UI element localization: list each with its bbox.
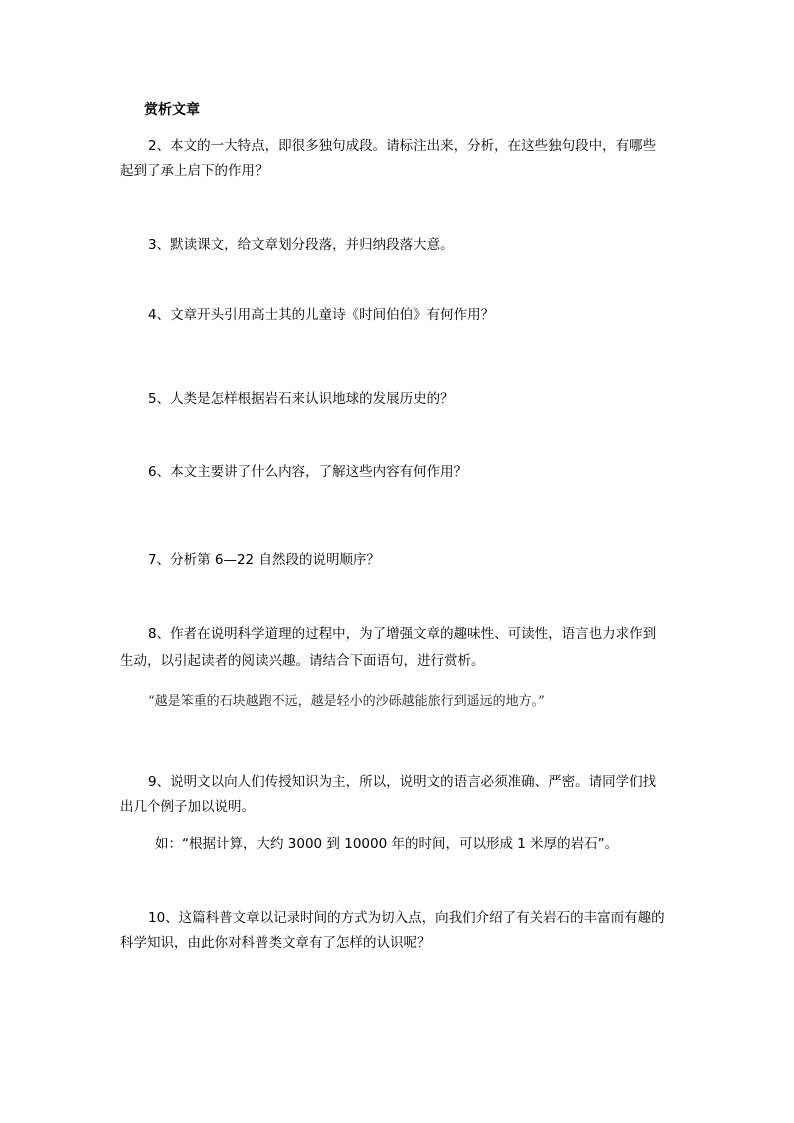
- question-10-line-1: 10、这篇科普文章以记录时间的方式为切入点，向我们介绍了有关岩石的丰富而有趣的: [148, 910, 665, 926]
- question-9-line-1: 9、说明文以向人们传授知识为主，所以，说明文的语言必须准确、严密。请同学们找: [148, 774, 657, 790]
- question-2-line-2: 起到了承上启下的作用？: [120, 163, 269, 179]
- question-9-line-2: 出几个例子加以说明。: [120, 799, 255, 815]
- question-6: 6、本文主要讲了什么内容，了解这些内容有何作用？: [148, 464, 468, 480]
- question-10-line-2: 科学知识，由此你对科普类文章有了怎样的认识呢？: [120, 935, 431, 951]
- question-7: 7、分析第 6—22 自然段的说明顺序？: [148, 552, 380, 568]
- question-9-example: 如：“根据计算，大约 3000 到 10000 年的时间，可以形成 1 米厚的岩石”。: [155, 836, 619, 852]
- question-2-line-1: 2、本文的一大特点，即很多独句成段。请标注出来，分析，在这些独句段中，有哪些: [148, 138, 657, 154]
- question-8-line-1: 8、作者在说明科学道理的过程中，为了增强文章的趣味性、可读性，语言也力求作到: [148, 626, 657, 642]
- question-5: 5、人类是怎样根据岩石来认识地球的发展历史的？: [148, 391, 454, 407]
- question-8-quote: “越是笨重的石块越跑不远，越是轻小的沙砾越能旅行到遥远的地方。”: [148, 694, 545, 709]
- question-4: 4、文章开头引用高士其的儿童诗《时间伯伯》有何作用？: [148, 307, 495, 323]
- section-heading: 赏析文章: [144, 102, 200, 118]
- question-3: 3、默读课文，给文章划分段落，并归纳段落大意。: [148, 237, 454, 253]
- question-8-line-2: 生动，以引起读者的阅读兴趣。请结合下面语句，进行赏析。: [120, 653, 485, 669]
